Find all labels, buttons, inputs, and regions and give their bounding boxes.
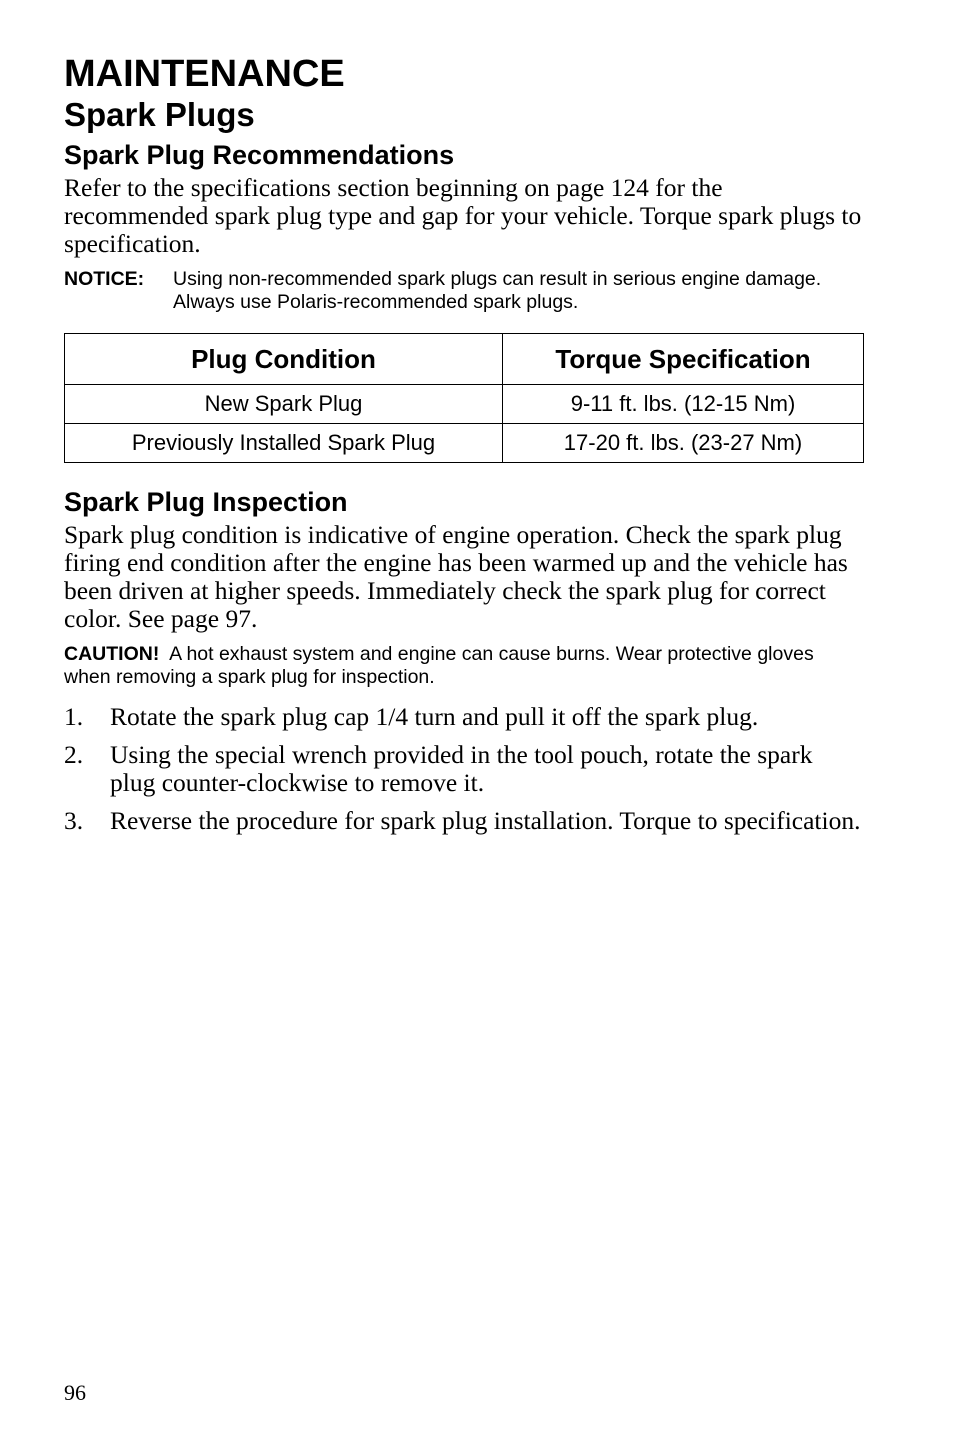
notice-label: NOTICE: — [64, 268, 145, 290]
list-item — [64, 703, 864, 731]
caution-text: A hot exhaust system and engine can cause burns. Wear protective gloves when removing a spark plug for inspection. — [64, 643, 814, 688]
table-cell: 17-20 ft. lbs. (23-27 Nm) — [503, 424, 864, 463]
header-plug-condition: Plug Condition — [65, 334, 503, 385]
torque-table — [64, 333, 864, 463]
table-header-row — [65, 334, 864, 385]
table-row — [65, 424, 864, 463]
step-number: 1. — [64, 702, 84, 731]
inspection-paragraph: Spark plug condition is indicative of engine operation. Check the spark plug firing end condition after the engine has been warmed up and the vehicle has been driven at higher speeds. Immediately check the spark plug for correct color. See page 97. — [64, 520, 848, 633]
list-item — [64, 807, 864, 835]
caution-label: CAUTION! — [64, 643, 160, 665]
step-number: 3. — [64, 806, 84, 835]
table-cell: 9-11 ft. lbs. (12-15 Nm) — [503, 385, 864, 424]
header-torque-specification: Torque Specification — [503, 334, 864, 385]
step-number: 2. — [64, 740, 84, 769]
notice-text: Using non-recommended spark plugs can result in serious engine damage. Always use Polaris-recommended spark plugs. — [173, 268, 822, 313]
recommendations-paragraph: Refer to the specifications section beginning on page 124 for the recommended spark plug type and gap for your vehicle. Torque spark plugs to specification. — [64, 173, 862, 258]
section-title: Spark Plugs — [64, 96, 255, 133]
list-item — [64, 741, 864, 797]
steps-list — [64, 703, 864, 835]
step-text: Rotate the spark plug cap 1/4 turn and pull it off the spark plug. — [110, 702, 759, 731]
inspection-section — [64, 485, 864, 835]
step-text: Using the special wrench provided in the tool pouch, rotate the spark plug counter-clockwise to remove it. — [110, 740, 813, 797]
chapter-title: MAINTENANCE — [64, 53, 345, 95]
caution-box — [64, 643, 864, 689]
inspection-heading: Spark Plug Inspection — [64, 487, 348, 517]
notice-box — [64, 268, 864, 314]
page-content — [64, 52, 864, 845]
table-cell: New Spark Plug — [65, 385, 503, 424]
page-number: 96 — [64, 1380, 86, 1405]
table-row — [65, 385, 864, 424]
table-cell: Previously Installed Spark Plug — [65, 424, 503, 463]
recommendations-heading: Spark Plug Recommendations — [64, 140, 455, 170]
step-text: Reverse the procedure for spark plug installation. Torque to specification. — [110, 806, 861, 835]
